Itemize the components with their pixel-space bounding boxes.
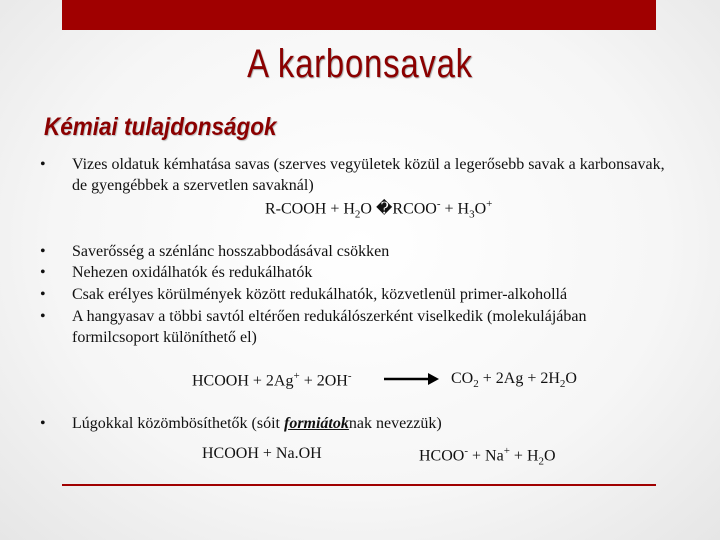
bullet-item-3 — [40, 262, 670, 283]
equation-dissociation: R-COOH + $H_2O$ �RCOO- + $H_3O^+$ — [265, 198, 493, 221]
top-accent-bar — [62, 0, 656, 30]
bottom-divider — [62, 484, 656, 486]
bullet-item-6 — [40, 413, 670, 434]
equation-neutralization-right: HCOO- + $Na^+ + H_2O$ — [419, 445, 556, 468]
equation-silver-mirror-right: $CO_2 + 2Ag + 2H_2O$ — [451, 370, 577, 391]
bullet-item-4 — [40, 284, 670, 305]
bullet-marker: • — [40, 415, 46, 432]
formiatok-term: formiátok — [283, 415, 349, 432]
bullet-text: A hangyasav a többi savtól eltérően redukálószerként viselkedik (molekulájában formilcsoport különíthető el) — [72, 308, 587, 346]
bullet-marker: • — [40, 156, 46, 173]
bullet-item-2 — [40, 241, 670, 262]
equation-silver-mirror-left: HCOOH + 2Ag+ + 2OH- — [192, 370, 352, 390]
slide-subtitle: Kémiai tulajdonságok — [44, 113, 277, 141]
bullet-item-5 — [40, 306, 670, 348]
bullet-marker: • — [40, 243, 46, 260]
bullet-item-1 — [40, 154, 670, 196]
bullet-marker: • — [40, 286, 46, 303]
bullet-text: Saverősség a szénlánc hosszabbodásával csökken — [72, 243, 390, 260]
bullet-text: Vizes oldatuk kémhatása savas (szerves vegyületek közül a legerősebb savak a karbonsavak, de gyengébbek a szervetlen savaknál) — [72, 156, 665, 194]
bullet-marker: • — [40, 264, 46, 281]
bullet-text: Lúgokkal közömbösíthetők (sóit formiátoknak nevezzük) — [72, 415, 442, 432]
bullet-text: Csak erélyes körülmények között redukálhatók, közvetlenül primer-alkohollá — [72, 286, 568, 303]
bullet-text: Nehezen oxidálhatók és redukálhatók — [72, 264, 313, 281]
missing-glyph-icon: � — [375, 200, 393, 218]
equation-neutralization-left: HCOOH + Na.OH — [202, 445, 322, 462]
bullet-marker: • — [40, 308, 46, 325]
slide-title: A karbonsavak — [247, 42, 473, 86]
reaction-arrow-icon — [382, 372, 440, 386]
